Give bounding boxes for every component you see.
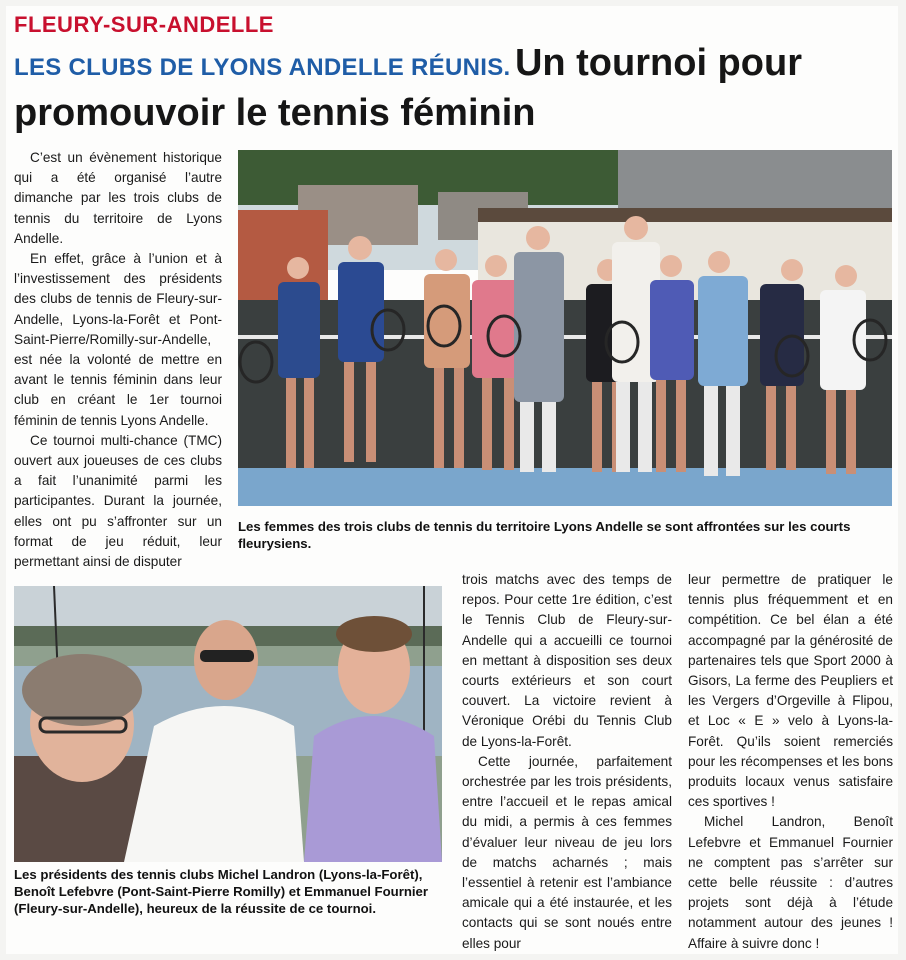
presidents-photo-image [14, 586, 442, 862]
kicker: FLEURY-SUR-ANDELLE [14, 12, 274, 37]
paragraph: leur permettre de pratiquer le tennis plus fréquemment et en compétition. Ce bel élan a été accompagné par la générosité de partenaires tels que Sport 2000 à Gisors, La ferme des Peupliers et les Vergers d’Orgeville à Flipou, et Loc « E » velo à Lyons-la-Forêt. Qu’ils soient remerciés pour les récompenses et les bons produits locaux venus satisfaire ces sportives ! [688, 572, 893, 810]
headline: Un tournoi pour promouvoir le tennis féminin [14, 42, 802, 134]
paragraph: Ce tournoi multi-chance (TMC) ouvert aux joueuses de ces clubs a fait l’unanimité parmi les participantes. Durant la journée, elles ont pu s’affronter sur un format de jeu réduit, leur permettant ainsi de disputer [14, 432, 222, 570]
group-photo-caption: Les femmes des trois clubs de tennis du territoire Lyons Andelle se sont affrontées sur les courts fleurysiens. [238, 519, 851, 551]
article-column-1 [14, 148, 222, 572]
headline-block [14, 42, 884, 142]
group-photo-image [238, 150, 892, 506]
article-column-3 [688, 570, 893, 954]
presidents-photo [14, 586, 442, 862]
paragraph: En effet, grâce à l’union et à l’investissement des présidents des clubs de tennis de Fleury-sur-Andelle, Lyons-la-Forêt et Pont-Saint-Pierre/Romilly-sur-Andelle, est née la volonté de mettre en avant le tennis féminin dans leur club en créant le 1er tournoi féminin de tennis Lyons Andelle. [14, 251, 222, 428]
presidents-photo-caption: Les présidents des tennis clubs Michel Landron (Lyons-la-Forêt), Benoît Lefebvre (Pont-Saint-Pierre Romilly) et Emmanuel Fournier (Fleury-sur-Andelle), heureux de la réussite de ce tournoi. [14, 867, 429, 916]
paragraph: Cette journée, parfaitement orchestrée par les trois présidents, entre l’accueil et le repas amical du midi, a permis à ces femmes d’évaluer leur niveau de jeu lors de matchs acharnés ; mais l’essentiel à retenir est l’ambiance amicale qui a été instaurée, et les contacts qui se sont noués entre elles pour [462, 753, 672, 951]
paragraph: Michel Landron, Benoît Lefebvre et Emmanuel Fournier ne comptent pas s’arrêter sur cette belle réussite : d’autres projets sont déjà à l’étude notamment autour des jeunes ! Affaire à suivre donc ! [688, 814, 893, 951]
paragraph: C’est un évènement historique qui a été organisé l’autre dimanche par les trois clubs de tennis du territoire de Lyons Andelle. [14, 150, 222, 246]
paragraph: trois matchs avec des temps de repos. Pour cette 1re édition, c’est le Tennis Club de Fleury-sur-Andelle qui a accueilli ce tournoi en mettant à disposition ses deux courts extérieurs et son court couvert. La victoire revient à Véronique Orébi du Tennis Club de Lyons-la-Forêt. [462, 572, 672, 749]
subheading: LES CLUBS DE LYONS ANDELLE RÉUNIS. [14, 54, 511, 81]
group-photo [238, 150, 892, 506]
article-column-2 [462, 570, 672, 954]
